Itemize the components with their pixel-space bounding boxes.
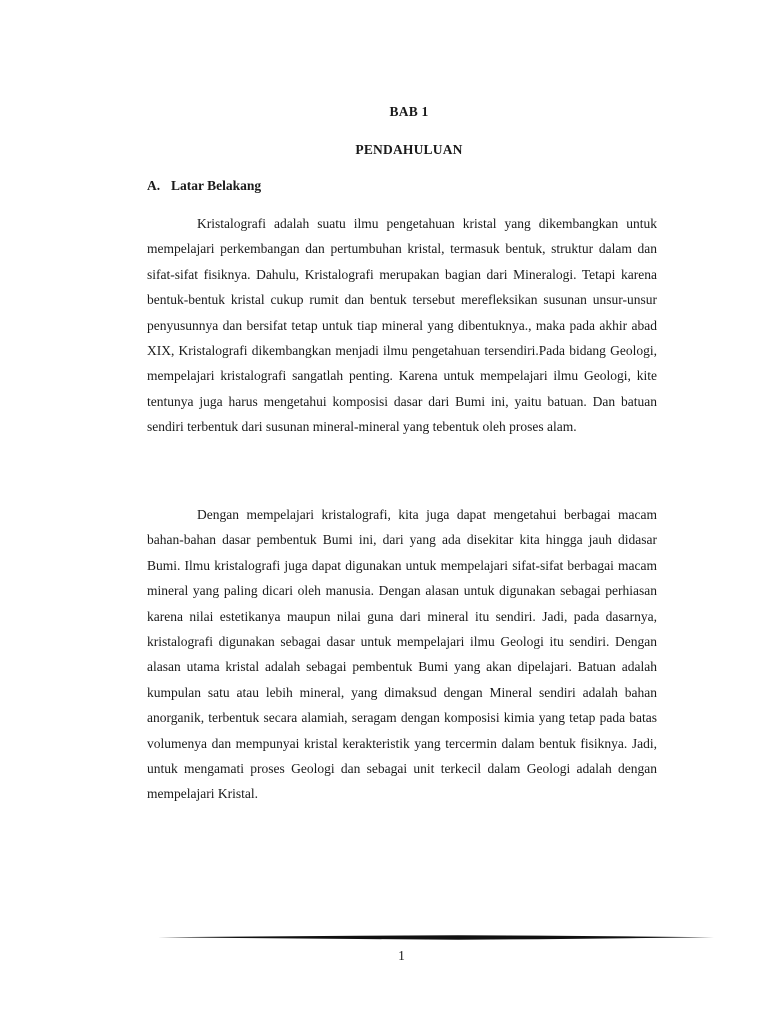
footer-rule <box>158 934 714 941</box>
section-letter: A. <box>147 178 161 193</box>
body-paragraph-1: Kristalografi adalah suatu ilmu pengetahuan kristal yang dikembangkan untuk mempelajari perkembangan dan pertumbuhan kristal, termasuk bentuk, struktur dalam dan sifat-sifat fisiknya. Dahulu, Kristalografi merupakan bagian dari Mineralogi. Tetapi karena bentuk-bentuk kristal cukup rumit dan bentuk tersebut merefleksikan susunan unsur-unsur penyusunnya dan bersifat tetap untuk tiap mineral yang dibentuknya., maka pada akhir abad XIX, Kristalografi dikembangkan menjadi ilmu pengetahuan tersendiri.Pada bidang Geologi, mempelajari kristalografi sangatlah penting. Karena untuk mempelajari ilmu Geologi, kite tentunya juga harus mengetahui komposisi dasar dari Bumi ini, yaitu batuan. Dan batuan sendiri terbentuk dari susunan mineral-mineral yang tebentuk oleh proses alam. <box>147 216 657 435</box>
chapter-title: PENDAHULUAN <box>355 142 463 157</box>
section-title: Latar Belakang <box>171 178 262 193</box>
chapter-number: BAB 1 <box>389 104 429 119</box>
section-heading <box>147 178 261 194</box>
body-paragraph-2: Dengan mempelajari kristalografi, kita juga dapat mengetahui berbagai macam bahan-bahan dasar pembentuk Bumi ini, dari yang ada disekitar kita hingga jauh didasar Bumi. Ilmu kristalografi juga dapat digunakan untuk mempelajari sifat-sifat berbagai macam mineral yang paling dicari oleh manusia. Dengan alasan untuk digunakan sebagai perhiasan karena nilai estetikanya maupun nilai guna dari mineral itu sendiri. Jadi, pada dasarnya, kristalografi digunakan sebagai dasar untuk mempelajari ilmu Geologi itu sendiri. Dengan alasan utama kristal adalah sebagai pembentuk Bumi yang akan dipelajari. Batuan adalah kumpulan satu atau lebih mineral, yang dimaksud dengan Mineral sendiri adalah bahan anorganik, terbentuk secara alamiah, seragam dengan komposisi kimia yang tetap pada batas volumenya dan mempunyai kristal kerakteristik yang tercermin dalam bentuk fisiknya. Jadi, untuk mengamati proses Geologi dan sebagai unit terkecil dalam Geologi adalah dengan mempelajari Kristal. <box>147 507 657 802</box>
page-number: 1 <box>398 948 405 963</box>
